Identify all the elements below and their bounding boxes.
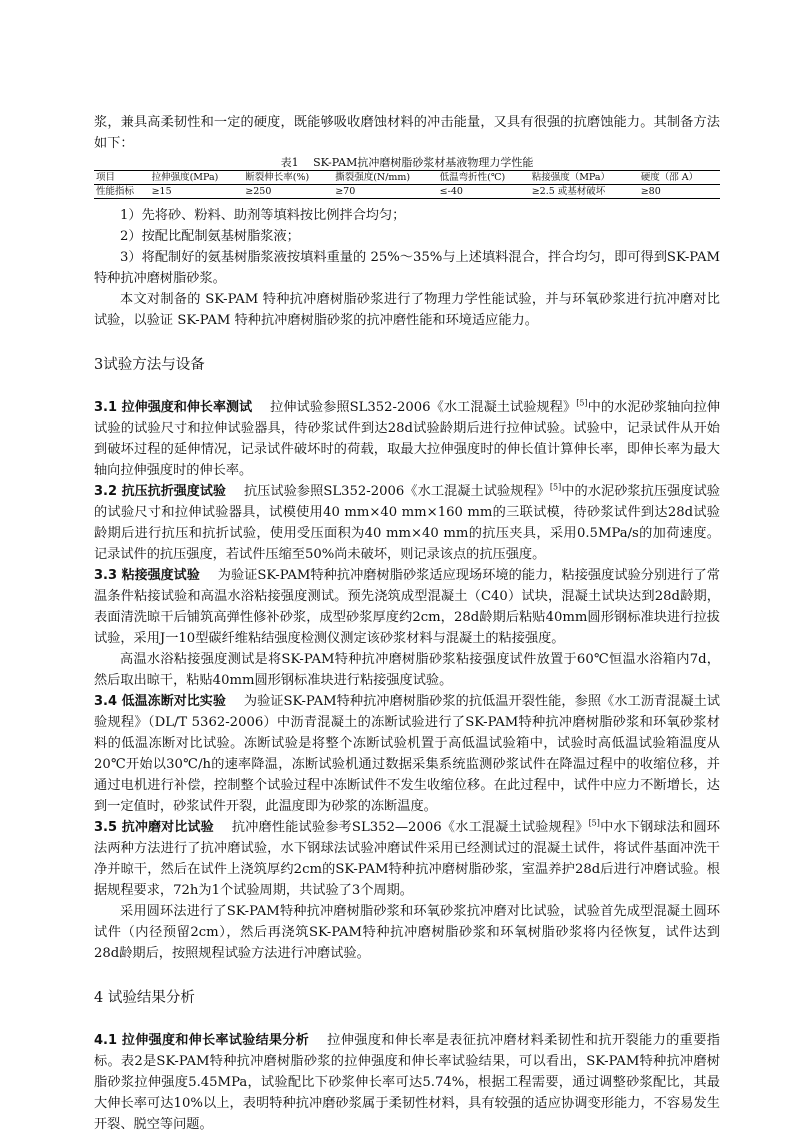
body-text: 中的水泥砂浆轴向拉伸试验的试验尺寸和拉伸试验器具，待砂浆试件到达28d试验龄期后进行拉伸试验。试验中，记录试件从开始到破坏过程的延伸情况，记录试件破坏时的荷载，取最大拉伸强度时的伸长值计算伸长率，即伸长率为最大轴向拉伸强度时的伸长率。 <box>94 400 721 478</box>
subsection-title: 3.3 粘接强度试验 <box>94 568 200 583</box>
table-header-cell: 撕裂强度(N/mm) <box>333 171 437 185</box>
subsection-title: 4.1 拉伸强度和伸长率试验结果分析 <box>94 1033 310 1048</box>
body-text: 为验证SK-PAM特种抗冲磨树脂砂浆适应现场环境的能力，粘接强度试验分别进行了常温条件粘接试验和高温水浴粘接强度测试。预先浇筑成型混凝土（C40）试块，混凝土试块达到28d龄期，表面清洗晾干后铺筑高弹性修补砂浆，成型砂浆厚度约2cm，28d龄期后粘贴40mm圆形钢标准块进行拉拔试验，采用J一10型碳纤维粘结强度检测仪测定该砂浆材料与混凝土的粘接强度。 <box>94 568 720 646</box>
body-text: 中的水泥砂浆抗压强度试验的试验尺寸和拉伸试验器具，试模使用40 mm×40 mm×160 mm的三联试模，待砂浆试件到达28d试验龄期后进行抗压和抗折试验，使用受压面积为40 mm×40 mm的抗压夹具，采用0.5MPa/s的加荷速度。记录试件的抗压强度，若试件压缩至50%尚未破坏，则记录该点的抗压强度。 <box>94 484 720 562</box>
section3-heading: 3试验方法与设备 <box>94 357 205 373</box>
paper-page <box>94 112 720 1135</box>
citation: [5] <box>549 482 562 492</box>
table-cell: ≥70 <box>335 186 356 197</box>
intro-paragraph: 浆，兼具高柔韧性和一定的硬度，既能够吸收磨蚀材料的冲击能量，又具有很强的抗磨蚀能力。其制备方法如下： <box>94 115 720 151</box>
subsection-title: 3.5 抗冲磨对比试验 <box>94 820 214 835</box>
body-text: 拉伸试验参照SL352-2006《水工混凝土试验规程》 <box>270 400 577 415</box>
table-cell: ≥2.5 或基材破坏 <box>531 186 606 197</box>
table-row <box>94 185 720 199</box>
table-header-cell: 项目 <box>94 171 150 185</box>
table-header-cell: 断裂伸长率(%) <box>243 171 333 185</box>
section-3-4 <box>94 691 720 817</box>
section-3-5-para2: 采用圆环法进行了SK-PAM特种抗冲磨树脂砂浆和环氧砂浆抗冲磨对比试验，试验首先成型混凝土圆环试件（内径预留2cm），然后再浇筑SK-PAM特种抗冲磨树脂砂浆和环氧树脂砂浆将内径恢复，试件达到28d龄期后，按照规程试验方法进行冲磨试验。 <box>94 904 720 961</box>
table-header-cell: 低温弯折性(℃) <box>438 171 530 185</box>
subsection-title: 3.2 抗压抗折强度试验 <box>94 484 226 499</box>
table-cell: ≤-40 <box>439 186 463 197</box>
table-cell: 性能指标 <box>96 186 135 197</box>
body-text: 抗冲磨性能试验参考SL352—2006《水工混凝土试验规程》 <box>231 820 589 835</box>
body-text: 为验证SK-PAM特种抗冲磨树脂砂浆的抗低温开裂性能，参照《水工沥青混凝土试验规程》（DL/T 5362-2006）中沥青混凝土的冻断试验进行了SK-PAM特种抗冲磨树脂砂浆和环氧砂浆材料的低温冻断对比试验。冻断试验是将整个冻断试验机置于高低温试验箱中，试验时高低温试验箱温度从20℃开始以30℃/h的速率降温，冻断试验机通过数据采集系统监测砂浆试件在降温过程中的收缩位移，并通过电机进行补偿，控制整个试验过程中冻断试件不发生收缩位移。在此过程中，试件中应力不断增长，达到一定值时，砂浆试件开裂，此温度即为砂浆的冻断温度。 <box>94 694 720 814</box>
section-3-5 <box>94 817 720 901</box>
body-text: 中水下钢球法和圆环法两种方法进行了抗冲磨试验，水下钢球法试验冲磨试件采用已经测试过的混凝土试件，将试件基面冲洗干净并晾干，然后在试件上浇筑厚约2cm的SK-PAM特种抗冲磨树脂砂浆，室温养护28d后进行冲磨试验。根据规程要求，72h为1个试验周期，共试验了3个周期。 <box>94 820 720 898</box>
section4-heading: 4 试验结果分析 <box>94 990 195 1006</box>
table1-caption: 表1 SK-PAM抗冲磨树脂砂浆材基液物理力学性能 <box>280 156 534 169</box>
table-cell: ≥80 <box>640 186 661 197</box>
table-header-cell: 粘接强度（MPa） <box>530 171 639 185</box>
citation: [5] <box>576 398 588 408</box>
subsection-title: 3.1 拉伸强度和伸长率测试 <box>94 400 253 415</box>
body-text: 拉伸强度和伸长率是表征抗冲磨材料柔韧性和抗开裂能力的重要指标。表2是SK-PAM特种抗冲磨树脂砂浆的拉伸强度和伸长率试验结果，可以看出，SK-PAM特种抗冲磨树脂砂浆拉伸强度5.45MPa，试验配比下砂浆伸长率可达5.74%，根据工程需要，通过调整砂浆配比，其最大伸长率可达10%以上，表明特种抗冲磨砂浆属于柔韧性材料，具有较强的适应协调变形能力，不容易发生开裂、脱空等问题。 <box>94 1033 720 1132</box>
citation: [5] <box>588 818 600 828</box>
section-3-1 <box>94 397 720 481</box>
table1 <box>94 170 720 199</box>
summary-paragraph: 本文对制备的 SK-PAM 特种抗冲磨树脂砂浆进行了物理力学性能试验，并与环氧砂浆进行抗冲磨对比试验，以验证 SK-PAM 特种抗冲磨树脂砂浆的抗冲磨性能和环境适应能力。 <box>94 292 720 328</box>
subsection-title: 3.4 低温冻断对比实验 <box>94 694 226 709</box>
step-2: 2）按配比配制氨基树脂浆液； <box>120 229 300 244</box>
section-3-3-para2: 高温水浴粘接强度测试是将SK-PAM特种抗冲磨树脂砂浆粘接强度试件放置于60℃恒温水浴箱内7d，然后取出晾干，粘贴40mm圆形钢标准块进行粘接强度试验。 <box>94 652 720 688</box>
table-header-cell: 硬度（邵 A） <box>639 171 720 185</box>
step-3: 3）将配制好的氨基树脂浆液按填料重量的 25%～35%与上述填料混合，拌合均匀，即可得到SK-PAM 特种抗冲磨树脂砂浆。 <box>94 250 720 286</box>
section-4-1 <box>94 1030 720 1135</box>
section-3-2 <box>94 481 720 565</box>
table-cell: ≥250 <box>245 186 272 197</box>
body-text: 抗压试验参照SL352-2006《水工混凝土试验规程》 <box>243 484 550 499</box>
table-header-cell: 拉伸强度(MPa) <box>150 171 244 185</box>
table-header-row <box>94 171 720 185</box>
section-3-3 <box>94 565 720 649</box>
table-cell: ≥15 <box>151 186 172 197</box>
step-1: 1）先将砂、粉料、助剂等填料按比例拌合均匀； <box>120 208 406 223</box>
